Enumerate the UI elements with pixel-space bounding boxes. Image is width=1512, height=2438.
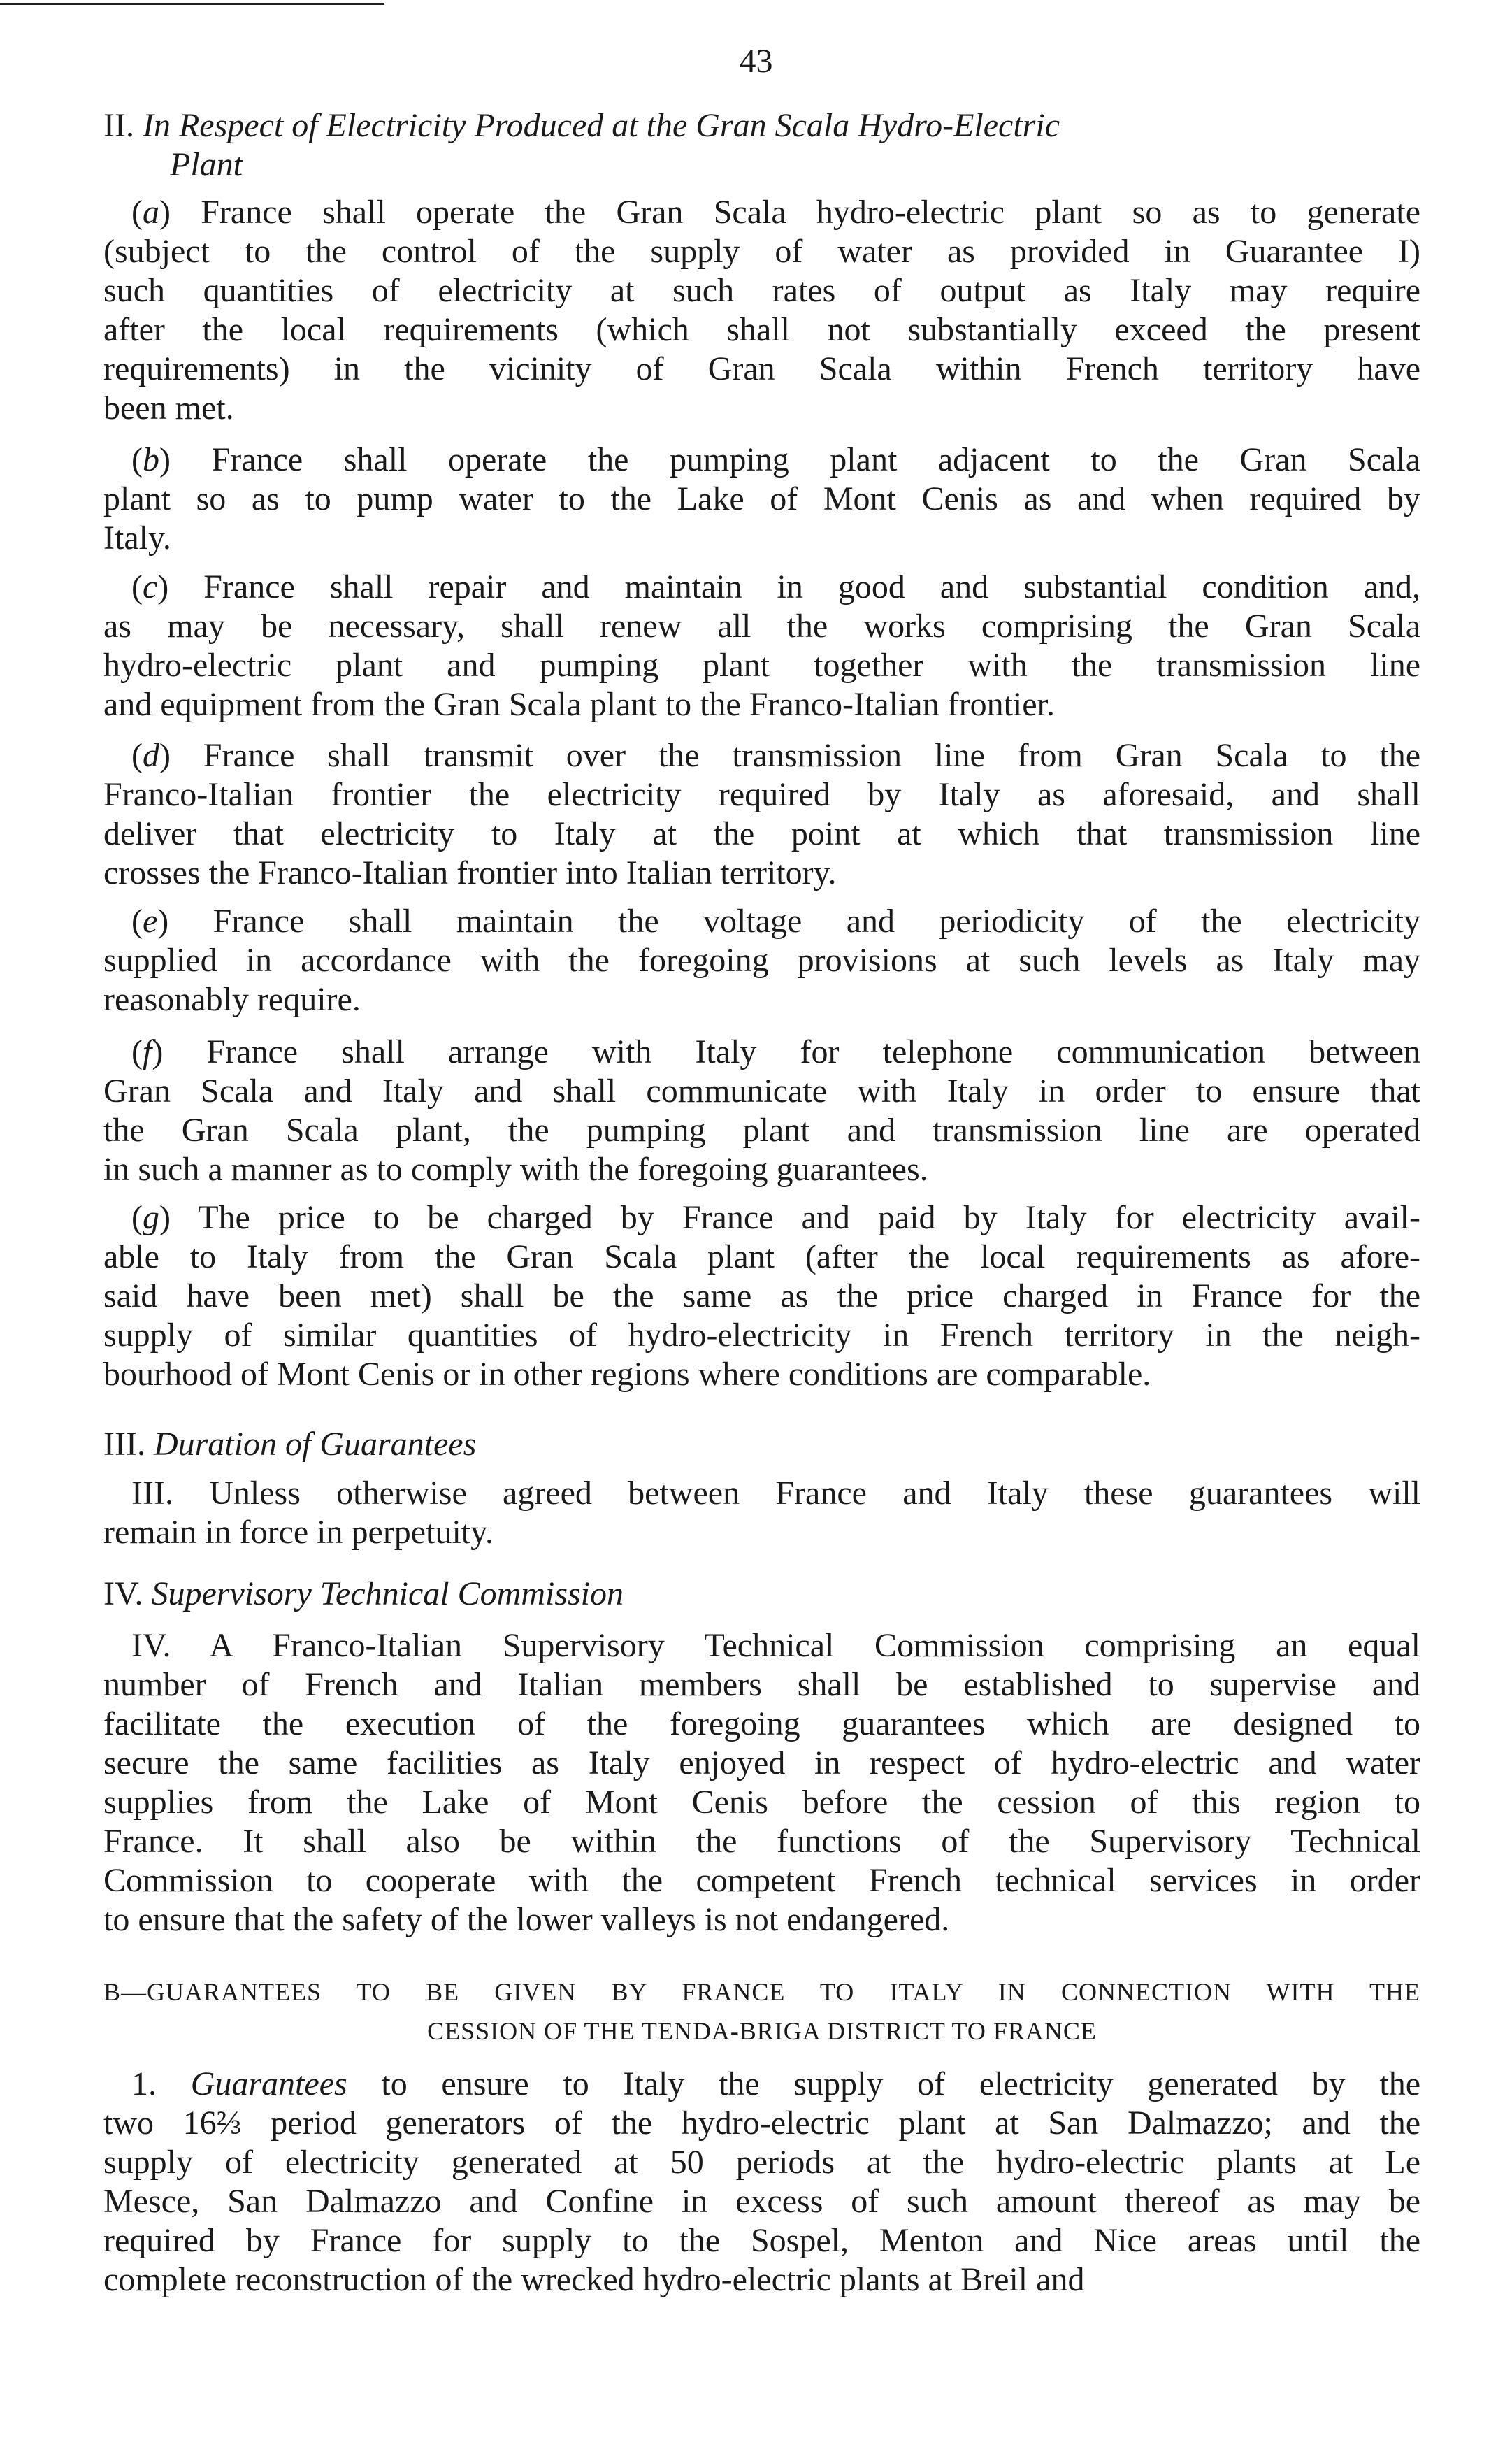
paragraph-label: b	[142, 441, 159, 478]
page-number: 43	[739, 43, 773, 80]
text-line: secure the same facilities as Italy enjoyed in respect of hydro-electric and water	[103, 1744, 1420, 1781]
text-line: and equipment from the Gran Scala plant to the Franco-Italian frontier.	[103, 686, 1055, 723]
text-line: plant so as to pump water to the Lake of Mont Cenis as and when required by	[103, 480, 1420, 517]
text-line: supplies from the Lake of Mont Cenis before the cession of this region to	[103, 1784, 1420, 1821]
heading-line: CESSION OF THE TENDA-BRIGA DISTRICT TO FRANCE	[427, 2017, 1097, 2045]
text-line: able to Italy from the Gran Scala plant (after the local requirements as afore-	[103, 1238, 1420, 1275]
item-lead: Guarantees	[190, 2065, 347, 2102]
text-line: (d) France shall transmit over the transmission line from Gran Scala to the	[131, 737, 1420, 774]
text-line	[103, 1474, 1420, 1513]
text-line: Commission to cooperate with the competent French technical services in order	[103, 1862, 1420, 1899]
text-line: bourhood of Mont Cenis or in other regions where conditions are comparable.	[103, 1356, 1151, 1393]
text-line: supplied in accordance with the foregoing provisions at such levels as Italy may	[103, 942, 1420, 979]
text-line: such quantities of electricity at such rates of output as Italy may require	[103, 272, 1420, 309]
paragraph-label: d	[142, 737, 159, 774]
section-title-cont: Plant	[170, 146, 243, 183]
item-1	[103, 2065, 1420, 2300]
text-line: reasonably require.	[103, 981, 361, 1018]
text-line: complete reconstruction of the wrecked hydro-electric plants at Breil and	[103, 2261, 1085, 2298]
para-d	[103, 736, 1420, 893]
text-line	[103, 1626, 1420, 1665]
text-line: Gran Scala and Italy and shall communicate with Italy in order to ensure that	[103, 1073, 1420, 1110]
para-f	[103, 1033, 1420, 1189]
section-title: In Respect of Electricity Produced at the Gran Scala Hydro-Electric	[142, 107, 1060, 144]
paragraph-label: f	[142, 1033, 152, 1070]
text-line: (b) France shall operate the pumping plant adjacent to the Gran Scala	[131, 441, 1420, 478]
text-line: Franco-Italian frontier the electricity required by Italy as aforesaid, and shall	[103, 776, 1420, 813]
line-text: France shall operate the pumping plant adjacent to the Gran Scala	[211, 441, 1420, 478]
para-e	[103, 902, 1420, 1019]
section-iv-heading	[103, 1575, 1420, 1614]
text-line: been met.	[103, 389, 234, 426]
para-b	[103, 440, 1420, 558]
line-text: France shall maintain the voltage and periodicity of the electricity	[213, 903, 1421, 940]
section-iv-body	[103, 1626, 1420, 1939]
text-line: (subject to the control of the supply of water as provided in Guarantee I)	[103, 233, 1420, 270]
paragraph-label: e	[142, 903, 158, 940]
section-title: Duration of Guarantees	[153, 1426, 477, 1463]
paragraph-label: c	[142, 568, 158, 605]
heading-line: B—GUARANTEES TO BE GIVEN BY FRANCE TO ITALY IN CONNECTION WITH THE	[103, 1978, 1420, 2006]
section-b-heading	[103, 1973, 1420, 2051]
text-line: deliver that electricity to Italy at the point at which that transmission line	[103, 815, 1420, 852]
line-text: France shall operate the Gran Scala hydro-electric plant so as to generate	[201, 194, 1421, 231]
text-line: required by France for supply to the Sospel, Menton and Nice areas until the	[103, 2222, 1420, 2259]
text-line: facilitate the execution of the foregoing guarantees which are designed to	[103, 1705, 1420, 1742]
para-c	[103, 568, 1420, 724]
text-line: (g) The price to be charged by France and paid by Italy for electricity avail-	[131, 1199, 1421, 1236]
text-line: (c) France shall repair and maintain in good and substantial condition and,	[131, 568, 1421, 605]
text-line: as may be necessary, shall renew all the works comprising the Gran Scala	[103, 608, 1420, 645]
top-rule	[0, 3, 384, 5]
section-ii-heading	[103, 106, 1420, 185]
text-line: hydro-electric plant and pumping plant together with the transmission line	[103, 647, 1420, 684]
paragraph-label: g	[142, 1199, 159, 1236]
line-text: A Franco-Italian Supervisory Technical Commission comprising an equal	[209, 1627, 1421, 1664]
text-line: remain in force in perpetuity.	[103, 1514, 494, 1551]
line-text: Unless otherwise agreed between France and Italy these guarantees will	[209, 1475, 1420, 1512]
text-line: number of French and Italian members shall be established to supervise and	[103, 1666, 1420, 1703]
section-numeral: III.	[103, 1426, 145, 1463]
text-line	[103, 2065, 1420, 2104]
text-line: the Gran Scala plant, the pumping plant and transmission line are operated	[103, 1112, 1420, 1149]
text-line: supply of similar quantities of hydro-electricity in French territory in the neigh-	[103, 1317, 1420, 1354]
text-line: to ensure that the safety of the lower valleys is not endangered.	[103, 1901, 950, 1938]
section-numeral: II.	[103, 107, 134, 144]
line-text: to ensure to Italy the supply of electricity generated by the	[381, 2065, 1421, 2102]
item-numeral: III.	[131, 1475, 173, 1512]
text-line: two 16⅔ period generators of the hydro-electric plant at San Dalmazzo; and the	[103, 2104, 1420, 2142]
line-text: The price to be charged by France and paid by Italy for electricity avail-	[198, 1199, 1421, 1236]
text-line: (f) France shall arrange with Italy for telephone communication between	[131, 1033, 1421, 1070]
section-iii-heading	[103, 1425, 1420, 1464]
text-line: (e) France shall maintain the voltage and periodicity of the electricity	[131, 903, 1421, 940]
line-text: France shall arrange with Italy for telephone communication between	[206, 1033, 1421, 1070]
para-a	[103, 193, 1420, 428]
text-line: Italy.	[103, 519, 171, 557]
text-line: requirements) in the vicinity of Gran Scala within French territory have	[103, 350, 1420, 387]
item-numeral: 1.	[131, 2065, 157, 2102]
text-line: Mesce, San Dalmazzo and Confine in excess of such amount thereof as may be	[103, 2183, 1420, 2220]
text-line: crosses the Franco-Italian frontier into Italian territory.	[103, 854, 837, 891]
line-text: France shall repair and maintain in good and substantial condition and,	[203, 568, 1421, 605]
text-line: (a) France shall operate the Gran Scala hydro-electric plant so as to generate	[131, 194, 1421, 231]
text-line: France. It shall also be within the functions of the Supervisory Technical	[103, 1823, 1420, 1860]
text-line: in such a manner as to comply with the foregoing guarantees.	[103, 1151, 928, 1188]
item-numeral: IV.	[131, 1627, 171, 1664]
paragraph-label: a	[142, 194, 159, 231]
line-text: France shall transmit over the transmission line from Gran Scala to the	[203, 737, 1420, 774]
section-iii-body	[103, 1474, 1420, 1552]
text-line: after the local requirements (which shall not substantially exceed the present	[103, 311, 1420, 348]
text-line: supply of electricity generated at 50 periods at the hydro-electric plants at Le	[103, 2144, 1420, 2181]
section-title: Supervisory Technical Commission	[151, 1575, 624, 1612]
text-line: said have been met) shall be the same as the price charged in France for the	[103, 1277, 1420, 1314]
para-g	[103, 1198, 1420, 1394]
section-numeral: IV.	[103, 1575, 143, 1612]
